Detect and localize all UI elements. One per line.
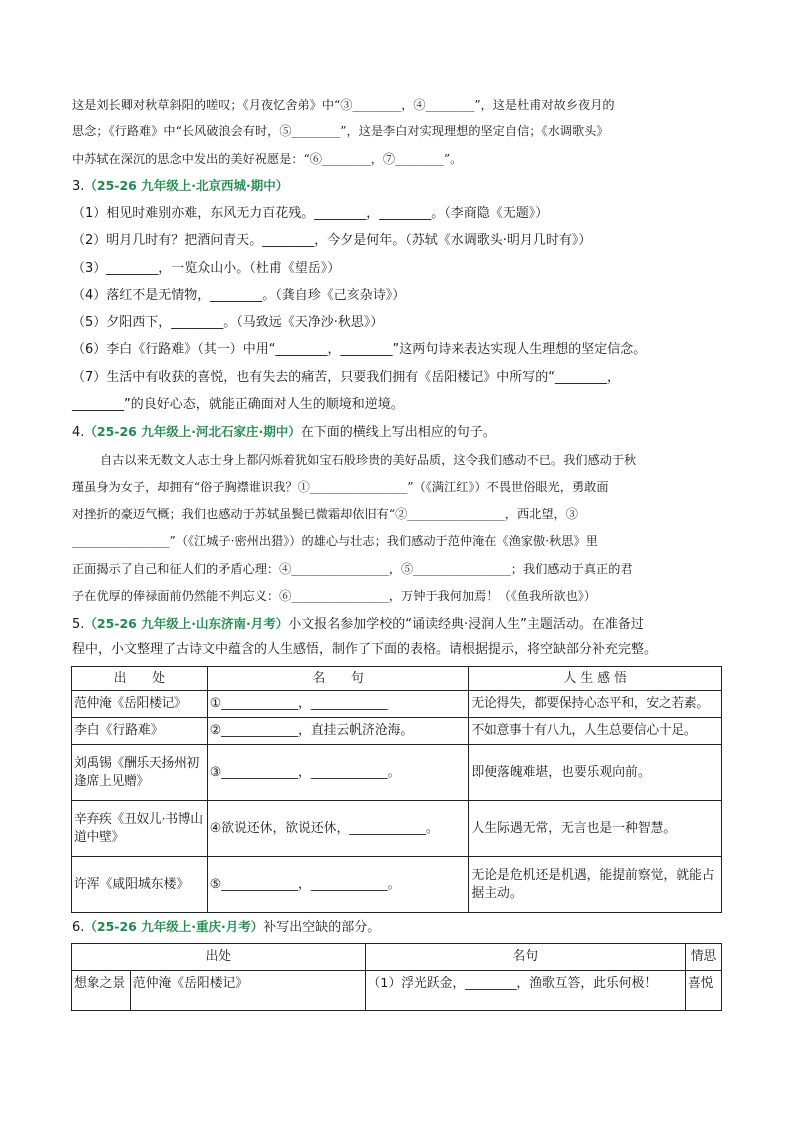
q4-line-5: 正面揭示了自己和征人们的矛盾心理：④________________，⑤________________；我们感动于真正的君	[72, 562, 633, 576]
table-row	[72, 691, 722, 718]
table-row	[72, 857, 722, 913]
q4-line-3: 对挫折的豪迈气概；我们也感动于苏轼虽鬓已微霜却依旧有“②________________，西北望，③	[72, 507, 578, 521]
q6-number: 6.	[72, 920, 85, 935]
q6-header-origin: 出处	[72, 944, 366, 971]
q3-item-3: （3）________，一览众山小。（杜甫《望岳》）	[72, 261, 341, 276]
q4-line-1: 自古以来无数文人志士身上都闪烁着犹如宝石般珍贵的美好品质，这令我们感动不已。我们感动于秋	[100, 453, 637, 467]
q5-row-4-origin: 辛弃疾《丑奴儿·书博山道中壁》	[72, 801, 208, 857]
q6-table-header-row	[72, 944, 722, 971]
q6-row-1-origin: 范仲淹《岳阳楼记》	[130, 971, 365, 1011]
q6-row-1-verse: （1）浮光跃金，________，渔歌互答，此乐何极！	[365, 971, 686, 1011]
q5-source: （25-26 九年级上·山东济南·月考）	[84, 616, 289, 631]
q5-row-1-insight: 无论得失，都要保持心态平和，安之若素。	[469, 691, 722, 718]
q6-row-1-category: 想象之景	[72, 971, 131, 1011]
intro-line-1: 这是刘长卿对秋草斜阳的嗟叹；《月夜忆舍弟》中“③________，④________”，这是杜甫对故乡夜月的	[72, 98, 615, 112]
q5-row-2-insight: 不如意事十有八九，人生总要信心十足。	[469, 718, 722, 745]
table-row	[72, 801, 722, 857]
q4-heading	[72, 423, 496, 442]
q3-heading	[72, 177, 288, 196]
q5-row-1-verse: ①____________，____________	[207, 691, 469, 718]
q5-row-4-insight: 人生际遇无常，无言也是一种智慧。	[469, 801, 722, 857]
q3-number: 3.	[72, 179, 85, 194]
q5-prompt-line-2: 程中，小文整理了古诗文中蕴含的人生感悟，制作了下面的表格。请根据提示，将空缺部分补充完整。	[72, 642, 658, 657]
intro-line-3: 中苏轼在深沉的思念中发出的美好祝愿是：“⑥________，⑦________”。	[72, 152, 463, 166]
q3-item-4: （4）落红不是无情物，________。（龚自珍《己亥杂诗》）	[72, 288, 406, 303]
table-row	[72, 971, 722, 1011]
q6-source: （25-26 九年级上·重庆·月考）	[84, 919, 264, 934]
q3-item-6: （6）李白《行路难》（其一）中用“________，________”这两句诗来表达实现人生理想的坚定信念。	[72, 342, 647, 357]
q3-source: （25-26 九年级上·北京西城·期中）	[84, 178, 289, 193]
q5-heading	[72, 615, 644, 634]
q6-prompt: 补写出空缺的部分。	[263, 920, 381, 935]
intro-line-2: 思念；《行路难》中“长风破浪会有时，⑤________”，这是李白对实现理想的坚定自信；《水调歌头》	[72, 124, 609, 138]
q4-number: 4.	[72, 425, 85, 440]
table-row	[72, 745, 722, 801]
q5-header-insight: 人 生 感 悟	[469, 667, 722, 691]
q4-line-6: 子在优厚的俸禄面前仍然能不判忘义：⑥________________，万钟于我何加焉！（《鱼我所欲也》）	[72, 589, 597, 603]
q6-header-emotion: 情思	[686, 944, 722, 971]
q6-heading	[72, 918, 380, 937]
table-row	[72, 718, 722, 745]
q3-item-5: （5）夕阳西下，________。（马致远《天净沙·秋思》）	[72, 315, 384, 330]
q5-row-3-insight: 即便落魄难堪，也要乐观向前。	[469, 745, 722, 801]
q6-row-1-emotion: 喜悦	[686, 971, 722, 1011]
q6-table	[71, 943, 722, 1011]
q4-line-4: ________________”（《江城子·密州出猎》）的雄心与壮志；我们感动于范仲淹在《渔家傲·秋思》里	[72, 534, 598, 548]
q5-row-3-verse: ③____________，____________。	[207, 745, 469, 801]
q5-prompt-line-1: 小文报名参加学校的“诵读经典·浸润人生”主题活动。在准备过	[288, 617, 644, 632]
q5-row-5-origin: 许浑《咸阳城东楼》	[72, 857, 208, 913]
q3-item-7-line-1: （7）生活中有收获的喜悦，也有失去的痛苦，只要我们拥有《岳阳楼记》中所写的“________，	[72, 370, 621, 385]
q4-line-2: 瑾虽身为女子，却拥有“俗子胸襟谁识我？①________________”（《满江红》）不畏世俗眼光，勇敢面	[72, 480, 609, 494]
q5-row-2-origin: 李白《行路难》	[72, 718, 208, 745]
q5-number: 5.	[72, 617, 85, 632]
q5-row-2-verse: ②____________，直挂云帆济沧海。	[207, 718, 469, 745]
q4-prompt: 在下面的横线上写出相应的句子。	[300, 425, 496, 440]
q3-item-2: （2）明月几时有？把酒问青天。________，今夕是何年。（苏轼《水调歌头·明月几时有》）	[72, 233, 592, 248]
q5-row-5-insight: 无论是危机还是机遇，能提前察觉，就能占据主动。	[469, 857, 722, 913]
q4-source: （25-26 九年级上·河北石家庄·期中）	[84, 424, 301, 439]
q5-header-origin: 出 处	[72, 667, 208, 691]
q6-header-verse: 名句	[365, 944, 686, 971]
q3-item-1: （1）相见时难别亦难，东风无力百花残。________，________。（李商隐《无题》）	[72, 206, 549, 221]
q5-header-verse: 名 句	[207, 667, 469, 691]
q5-row-3-origin: 刘禹锡《酬乐天扬州初逢席上见赠》	[72, 745, 208, 801]
q3-item-7-line-2: ________”的良好心态，就能正确面对人生的顺境和逆境。	[72, 397, 404, 412]
q5-row-5-verse: ⑤____________，____________。	[207, 857, 469, 913]
q5-table	[71, 666, 722, 913]
q5-row-1-origin: 范仲淹《岳阳楼记》	[72, 691, 208, 718]
q5-table-header-row	[72, 667, 722, 691]
q5-row-4-verse: ④欲说还休，欲说还休，____________。	[207, 801, 469, 857]
